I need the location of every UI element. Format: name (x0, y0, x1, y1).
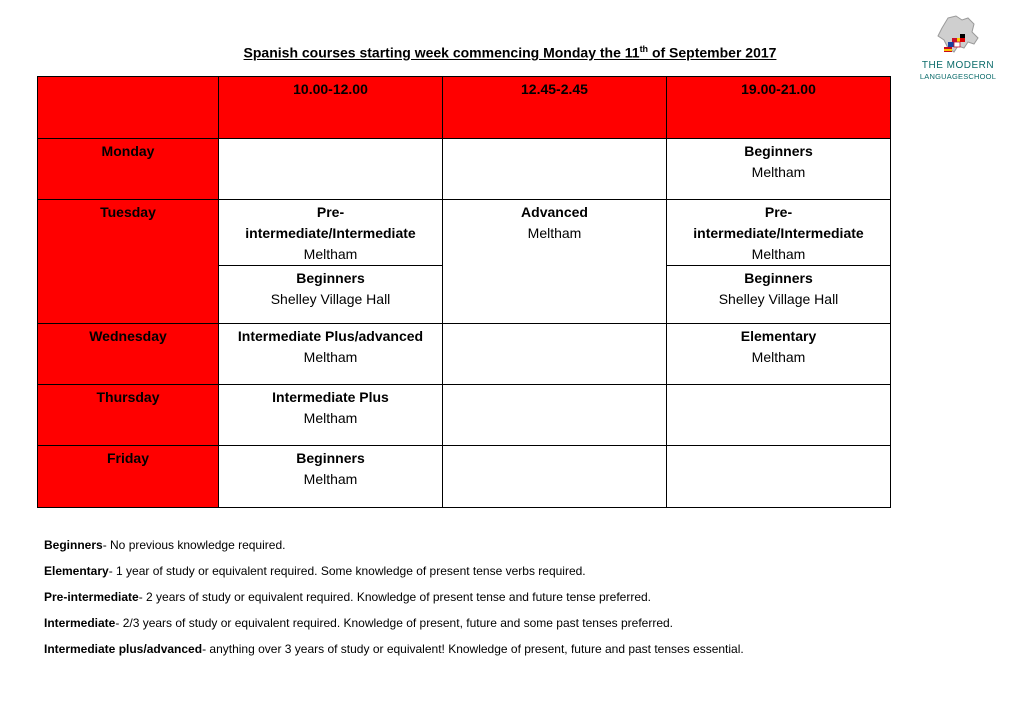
course-location: Meltham (751, 349, 806, 365)
school-logo (912, 14, 1004, 84)
header-corner (38, 77, 219, 139)
definition-term: Elementary (44, 564, 109, 578)
schedule-cell (667, 446, 891, 508)
course-location: Shelley Village Hall (718, 291, 839, 307)
course-level: Beginners (296, 270, 365, 286)
day-label-friday: Friday (38, 446, 219, 508)
definition-term: Intermediate plus/advanced (44, 642, 203, 656)
course-location: Meltham (527, 225, 582, 241)
day-label-thursday: Thursday (38, 385, 219, 446)
course-level: Beginners (296, 450, 365, 466)
schedule-cell (667, 139, 891, 200)
day-label-monday: Monday (38, 139, 219, 200)
definition-text: - 2 years of study or equivalent required. Knowledge of present tense and future tense preferred. (138, 590, 652, 604)
course-level: intermediate/Intermediate (693, 225, 864, 241)
definition-item (44, 639, 944, 665)
course-level: Pre- (316, 204, 345, 220)
course-level: Beginners (744, 143, 813, 159)
logo-text-line1: THE MODERN (921, 60, 995, 71)
table-row (38, 139, 891, 200)
level-definitions (44, 535, 944, 665)
course-location: Shelley Village Hall (270, 291, 391, 307)
definition-text: - 2/3 years of study or equivalent required. Knowledge of present, future and some past tenses preferred. (115, 616, 674, 630)
schedule-cell (443, 200, 667, 324)
table-row (38, 385, 891, 446)
definition-text: - anything over 3 years of study or equivalent! Knowledge of present, future and past tenses essential. (202, 642, 744, 656)
schedule-cell (667, 266, 891, 324)
title-superscript: th (639, 44, 649, 54)
course-level: Advanced (521, 204, 588, 220)
schedule-cell (219, 446, 443, 508)
course-location: Meltham (751, 164, 806, 180)
logo-text-line2: LANGUAGESCHOOL (919, 72, 997, 81)
table-row (38, 200, 891, 266)
definition-item (44, 535, 944, 561)
schedule-cell (443, 324, 667, 385)
schedule-cell (219, 266, 443, 324)
course-level: Beginners (744, 270, 813, 286)
course-location: Meltham (751, 246, 806, 262)
time-slot-header: 12.45-2.45 (443, 77, 667, 139)
course-location: Meltham (303, 349, 358, 365)
schedule-cell (667, 385, 891, 446)
schedule-cell (443, 385, 667, 446)
course-level: Pre- (764, 204, 793, 220)
schedule-cell (443, 139, 667, 200)
page-title (180, 44, 840, 61)
header-row (38, 77, 891, 139)
table-row (38, 324, 891, 385)
definition-text: - 1 year of study or equivalent required. Some knowledge of present tense verbs required. (108, 564, 586, 578)
schedule-cell (219, 385, 443, 446)
table-row (38, 446, 891, 508)
time-slot-header: 19.00-21.00 (667, 77, 891, 139)
schedule-cell (667, 324, 891, 385)
time-slot-header: 10.00-12.00 (219, 77, 443, 139)
day-label-wednesday: Wednesday (38, 324, 219, 385)
definition-item (44, 613, 944, 639)
day-label-tuesday: Tuesday (38, 200, 219, 324)
definition-term: Pre-intermediate (44, 590, 139, 604)
definition-text: - No previous knowledge required. (102, 538, 286, 552)
schedule-cell (219, 324, 443, 385)
course-location: Meltham (303, 246, 358, 262)
course-level: Intermediate Plus (272, 389, 389, 405)
definition-item (44, 561, 944, 587)
definition-term: Beginners (44, 538, 103, 552)
definition-term: Intermediate (44, 616, 116, 630)
schedule-cell (667, 200, 891, 266)
course-level: Elementary (740, 328, 817, 344)
schedule-cell (219, 200, 443, 266)
europe-map-icon (934, 14, 982, 58)
title-prefix: Spanish courses starting week commencing Monday the 11 (243, 44, 640, 61)
definition-item (44, 587, 944, 613)
course-level: intermediate/Intermediate (245, 225, 416, 241)
title-suffix: of September 2017 (648, 44, 777, 61)
schedule-cell (219, 139, 443, 200)
course-location: Meltham (303, 410, 358, 426)
schedule-cell (443, 446, 667, 508)
course-level: Intermediate Plus/advanced (237, 328, 424, 344)
course-location: Meltham (303, 471, 358, 487)
course-schedule-table (37, 76, 891, 508)
